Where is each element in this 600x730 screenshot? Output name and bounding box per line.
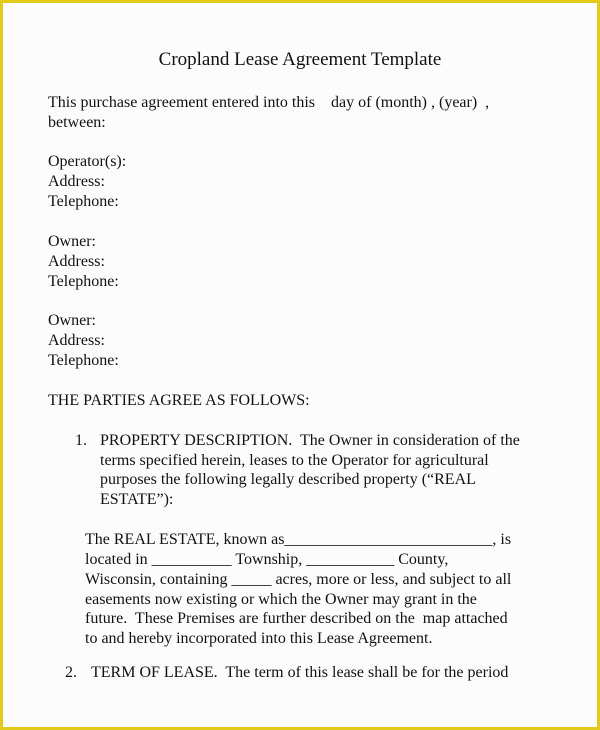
telephone-label: Telephone: <box>48 273 119 290</box>
operator-label: Operator(s): <box>48 153 127 170</box>
section-line: terms specified herein, leases to the Operator for agricultural <box>100 452 489 469</box>
paragraph-line: located in __________ Township, ___________ County, <box>85 551 449 568</box>
section-line: ESTATE”): <box>100 491 174 508</box>
paragraph-line: easements now existing or which the Owner may grant in the <box>85 591 477 608</box>
intro-line: This purchase agreement entered into this day of (month) , (year) , <box>48 94 490 111</box>
paragraph-line: Wisconsin, containing _____ acres, more or less, and subject to all <box>85 571 512 588</box>
paragraph-line: The REAL ESTATE, known as__________________________, is <box>85 531 512 548</box>
telephone-label: Telephone: <box>48 352 119 369</box>
section-number: 2. <box>65 664 77 681</box>
paragraph-line: future. These Premises are further described on the map attached <box>85 610 508 627</box>
document-title: Cropland Lease Agreement Template <box>158 49 442 70</box>
address-label: Address: <box>48 332 105 349</box>
section-line: purposes the following legally described property (“REAL <box>100 471 476 488</box>
owner-label: Owner: <box>48 233 96 250</box>
agree-heading: THE PARTIES AGREE AS FOLLOWS: <box>48 392 310 409</box>
intro-line: between: <box>48 114 106 131</box>
telephone-label: Telephone: <box>48 193 119 210</box>
address-label: Address: <box>48 253 105 270</box>
section-line: TERM OF LEASE. The term of this lease shall be for the period <box>91 664 509 681</box>
address-label: Address: <box>48 173 105 190</box>
paragraph-line: to and hereby incorporated into this Lease Agreement. <box>85 630 433 647</box>
section-line: PROPERTY DESCRIPTION. The Owner in consideration of the <box>100 432 520 449</box>
owner-label: Owner: <box>48 312 96 329</box>
section-number: 1. <box>75 432 87 449</box>
